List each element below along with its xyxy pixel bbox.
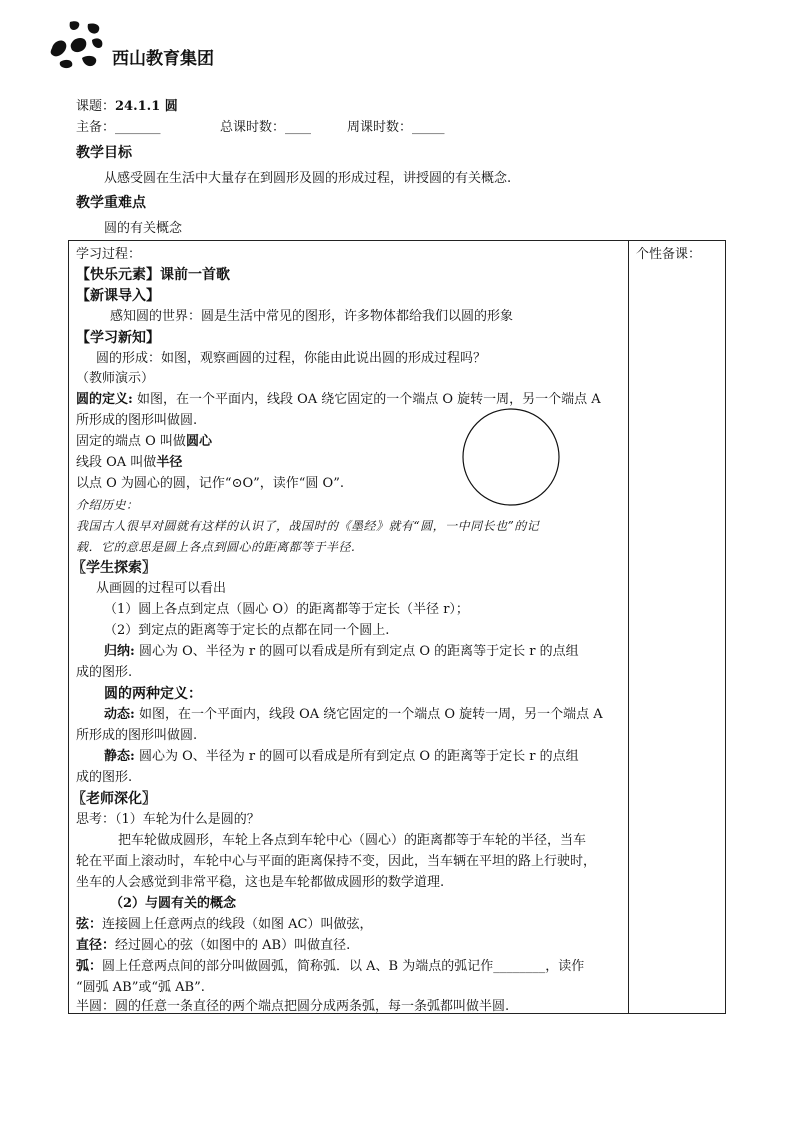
chord-text: 连接圆上任意两点的线段（如图 AC）叫做弦，	[102, 917, 373, 932]
static-text: 圆心为 O、半径为 r 的圆可以看成是所有到定点 O 的距离等于定长 r 的点组	[134, 749, 579, 764]
summary-row	[104, 643, 579, 661]
prep-label: 主备：_______	[76, 120, 161, 135]
static-label: 静态:	[104, 749, 135, 764]
explore-point-2: （2）到定点的距离等于定长的点都在同一个圆上.	[104, 623, 390, 638]
definition-row	[76, 391, 601, 409]
explore-text: 从画圆的过程可以看出	[96, 581, 227, 596]
wheel-text-2: 轮在平面上滚动时，车轮中心与平面的距离保持不变，因此，当车辆在平坦的路上行驶时，	[76, 854, 597, 869]
dynamic-row	[104, 706, 603, 724]
center-term: 圆心	[185, 434, 212, 449]
student-explore: 〖学生探索〗	[72, 560, 156, 576]
topic-value: 24.1.1 圆	[115, 99, 178, 114]
new-lesson-intro: 【新课导入】	[76, 288, 160, 304]
wheel-text-1: 把车轮做成圆形，车轮上各点到车轮中心（圆心）的距离都等于车轮的半径，当车	[118, 833, 587, 848]
wheel-text-3: 坐车的人会感觉到非常平稳，这也是车轮都做成圆形的数学道理.	[76, 875, 445, 890]
center-row	[76, 433, 212, 451]
radius-term: 半径	[156, 455, 183, 470]
teacher-deepen: 〖老师深化〗	[72, 791, 156, 807]
dynamic-text: 如图，在一个平面内，线段 OA 绕它固定的一个端点 O 旋转一周，另一个端点 A	[134, 707, 603, 722]
summary-text-2: 成的图形.	[76, 665, 133, 680]
center-text: 固定的端点 O 叫做	[76, 434, 186, 449]
history-text-2: 载．它的意思是圆上各点到圆心的距离都等于半径.	[76, 540, 356, 554]
dynamic-label: 动态:	[104, 707, 135, 722]
arc-text: 圆上任意两点间的部分叫做圆弧，简称弧．以 A、B 为端点的弧记作________，读作	[102, 959, 585, 974]
topic-label: 课题：	[76, 99, 116, 114]
two-definitions: 圆的两种定义：	[104, 686, 202, 702]
arc-label: 弧：	[76, 959, 103, 974]
side-notes-cell	[629, 241, 726, 1014]
diameter-text: 经过圆心的弦（如图中的 AB）叫做直径.	[115, 938, 351, 953]
arc-row	[76, 958, 584, 976]
process-title: 学习过程：	[76, 247, 142, 262]
radius-row	[76, 454, 182, 472]
notation-text: 以点 O 为圆心的圆，记作“⊙O”，读作“圆 O”.	[76, 476, 344, 491]
definition-text: 如图，在一个平面内，线段 OA 绕它固定的一个端点 O 旋转一周，另一个端点 A	[132, 392, 601, 407]
intro-text: 感知圆的世界：圆是生活中常见的图形，许多物体都给我们以圆的形象	[110, 309, 514, 324]
definition-text-2: 所形成的图形叫做圆.	[76, 413, 198, 428]
definition-label: 圆的定义:	[76, 392, 133, 407]
week-hours-label: 周课时数：_____	[347, 120, 445, 135]
org-name: 西山教育集团	[112, 49, 214, 69]
teacher-demo: （教师演示）	[76, 371, 155, 386]
static-row	[104, 748, 579, 766]
logo	[48, 18, 106, 70]
logo-brush-icon	[48, 18, 106, 70]
total-hours-label: 总课时数：____	[220, 120, 312, 135]
explore-point-1: （1）圆上各点到定点（圆心 O）的距离都等于定长（半径 r）；	[104, 602, 469, 617]
arc-text-2: “圆弧 AB”或“弧 AB”.	[76, 980, 205, 995]
happy-element: 【快乐元素】课前一首歌	[76, 267, 230, 283]
goals-heading: 教学目标	[76, 145, 132, 161]
diameter-label: 直径：	[76, 938, 116, 953]
semicircle-text: 半圆：圆的任意一条直径的两个端点把圆分成两条弧，每一条弧都叫做半圆.	[76, 999, 510, 1014]
diameter-row	[76, 937, 350, 955]
related-concepts: （2）与圆有关的概念	[110, 896, 237, 911]
side-header: 个性备课：	[636, 247, 702, 262]
learn-new: 【学习新知】	[76, 330, 160, 346]
static-text-2: 成的图形.	[76, 770, 133, 785]
history-text-1: 我国古人很早对圆就有这样的认识了，战国时的《墨经》就有“圆，一中同长也”的记	[76, 519, 540, 533]
chord-label: 弦：	[76, 917, 103, 932]
summary-text: 圆心为 O、半径为 r 的圆可以看成是所有到定点 O 的距离等于定长 r 的点组	[134, 644, 579, 659]
dynamic-text-2: 所形成的图形叫做圆.	[76, 728, 198, 743]
think-question: 思考：（1）车轮为什么是圆的？	[76, 812, 260, 827]
radius-text: 线段 OA 叫做	[76, 455, 157, 470]
goals-text: 从感受圆在生活中大量存在到圆形及圆的形成过程，讲授圆的有关概念.	[104, 171, 512, 186]
history-label: 介绍历史：	[76, 498, 139, 512]
topic-row	[76, 98, 178, 116]
keypoints-text: 圆的有关概念	[104, 221, 183, 236]
summary-label: 归纳:	[104, 644, 135, 659]
keypoints-heading: 教学重难点	[76, 195, 146, 211]
formation-text: 圆的形成：如图，观察画圆的过程，你能由此说出圆的形成过程吗？	[96, 351, 487, 366]
circle-figure	[460, 406, 562, 508]
chord-row	[76, 916, 372, 934]
